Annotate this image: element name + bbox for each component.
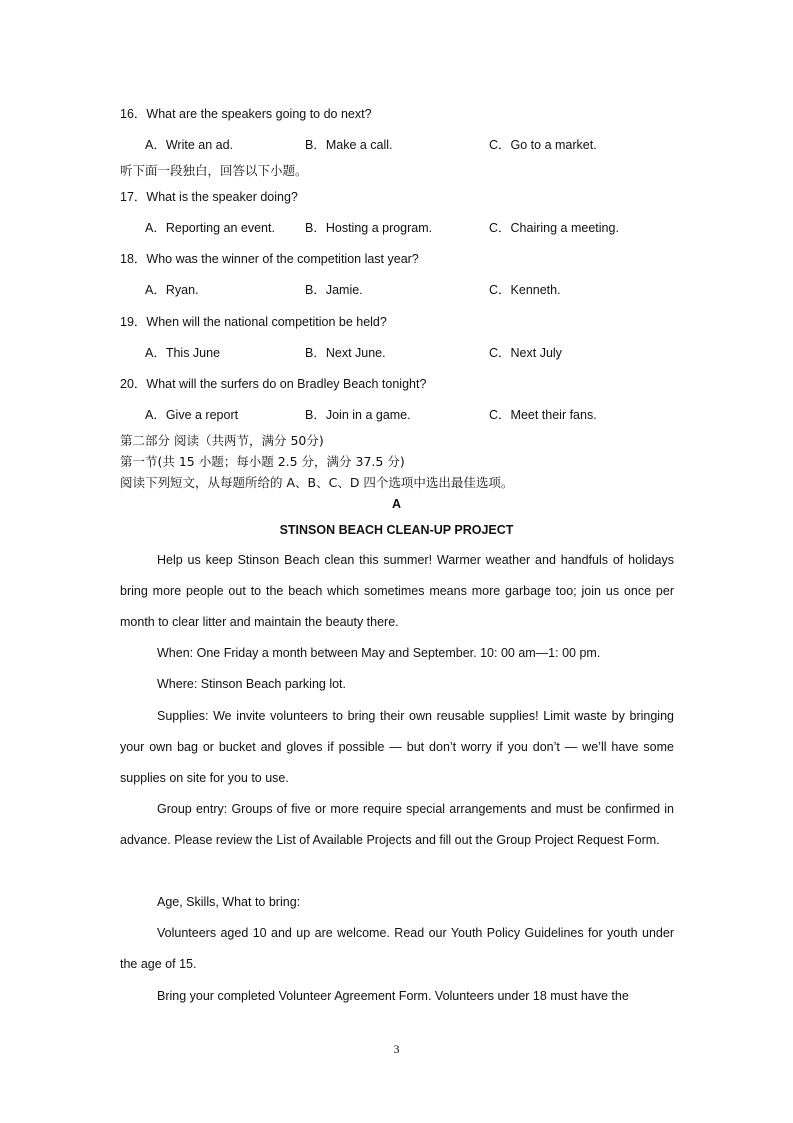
passage-age-heading: Age, Skills, What to bring:: [157, 895, 301, 909]
question-16-option-a: A．Write an ad.: [145, 138, 234, 152]
question-19-stem: 19．When will the national competition be held?: [120, 315, 387, 329]
passage-bring-text: Bring your completed Volunteer Agreement Form. Volunteers under 18 must have the: [157, 989, 629, 1003]
passage-intro-paragraph: Help us keep Stinson Beach clean this summer! Warmer weather and handfuls of holidays bring more people out to the beach which sometimes means more garbage too; join us once per month to clear litter and maintain the beauty there.: [120, 553, 674, 630]
page-number: 3: [393, 1042, 400, 1056]
question-16-option-b: B．Make a call.: [305, 138, 393, 152]
passage-age-text: Volunteers aged 10 and up are welcome. Read our Youth Policy Guidelines for youth under the age of 15.: [120, 926, 674, 972]
passage-where: Where: Stinson Beach parking lot.: [157, 677, 346, 691]
question-20-stem: 20．What will the surfers do on Bradley Beach tonight?: [120, 377, 427, 391]
passage-group-entry: Group entry: Groups of five or more require special arrangements and must be confirmed in advance. Please review the List of Available Projects and fill out the Group Project Request Form.: [120, 802, 674, 848]
section1-heading: 第一节(共 15 小题；每小题 2.5 分，满分 37.5 分): [120, 454, 405, 469]
part2-heading: 第二部分 阅读（共两节，满分 50分): [120, 433, 324, 448]
question-19-option-c: C．Next July: [489, 346, 562, 360]
question-20-option-b: B．Join in a game.: [305, 408, 411, 422]
question-16-stem: 16．What are the speakers going to do next?: [120, 107, 372, 121]
question-19-option-b: B．Next June.: [305, 346, 386, 360]
question-18-stem: 18．Who was the winner of the competition last year?: [120, 252, 419, 266]
passage-supplies: Supplies: We invite volunteers to bring their own reusable supplies! Limit waste by bringing your own bag or bucket and gloves if possible — but don’t worry if you don’t — we’ll have some supplies on site for you to use.: [120, 709, 674, 786]
question-17-option-b: B．Hosting a program.: [305, 221, 433, 235]
question-20-option-c: C．Meet their fans.: [489, 408, 597, 422]
question-20-option-a: A．Give a report: [145, 408, 239, 422]
question-17-stem: 17．What is the speaker doing?: [120, 190, 298, 204]
passage-title: STINSON BEACH CLEAN-UP PROJECT: [279, 523, 514, 537]
question-18-option-c: C．Kenneth.: [489, 283, 561, 297]
question-17-option-c: C．Chairing a meeting.: [489, 221, 619, 235]
question-16-option-c: C．Go to a market.: [489, 138, 597, 152]
question-18-option-b: B．Jamie.: [305, 283, 363, 297]
question-18-option-a: A．Ryan.: [145, 283, 199, 297]
question-19-option-a: A．This June: [145, 346, 221, 360]
reading-instruction: 阅读下列短文，从每题所给的 A、B、C、D 四个选项中选出最佳选项。: [120, 475, 514, 490]
passage-letter: A: [391, 497, 402, 511]
passage-when: When: One Friday a month between May and September. 10: 00 am—1: 00 pm.: [157, 646, 601, 660]
monologue-instruction: 听下面一段独白，回答以下小题。: [120, 163, 308, 178]
question-17-option-a: A．Reporting an event.: [145, 221, 275, 235]
